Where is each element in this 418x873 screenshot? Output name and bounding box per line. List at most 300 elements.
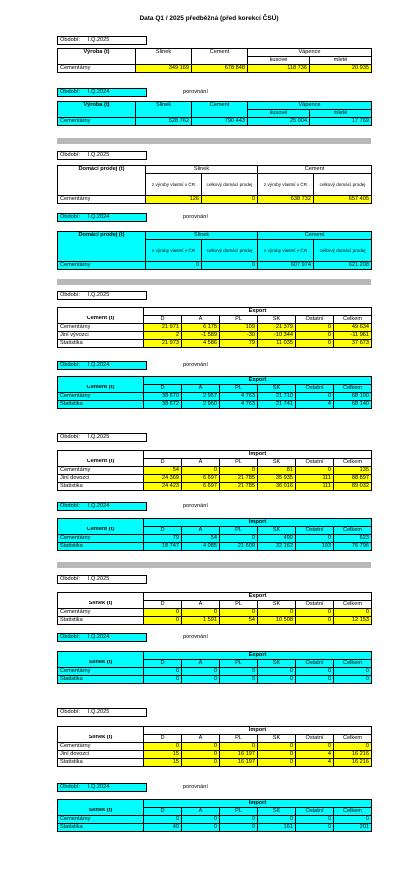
value-cell: 0 bbox=[296, 393, 334, 401]
value-cell: 81 bbox=[258, 467, 296, 475]
value-cell: 638 732 bbox=[258, 196, 314, 204]
period-2025-sl-export bbox=[57, 575, 147, 584]
row-label: Cementárny bbox=[58, 324, 144, 332]
value-cell: 4 bbox=[296, 751, 334, 759]
value-cell: 0 bbox=[144, 676, 182, 684]
value-cell: 35 935 bbox=[258, 475, 296, 483]
value-cell: 0 bbox=[220, 676, 258, 684]
section-divider bbox=[57, 279, 371, 285]
period-2024-domaci bbox=[57, 213, 147, 222]
value-cell: 0 bbox=[182, 759, 220, 767]
table-row bbox=[58, 401, 372, 409]
value-cell: 0 bbox=[334, 816, 372, 824]
value-cell: 76 796 bbox=[334, 543, 372, 551]
value-cell: 21 379 bbox=[258, 324, 296, 332]
value-cell: 161 bbox=[258, 824, 296, 832]
row-label: Statistika bbox=[58, 340, 144, 348]
value-cell: 11 035 bbox=[258, 340, 296, 348]
slinek-header: Slinek (t) bbox=[58, 601, 144, 609]
subheader: celkový domácí prodej bbox=[314, 174, 372, 196]
col-slinek: Slinek bbox=[136, 49, 192, 57]
cement-export-2025-table bbox=[57, 307, 372, 348]
period-value: I.Q.2024 bbox=[87, 88, 110, 95]
col-celkem: Celkem bbox=[334, 316, 372, 324]
table-row bbox=[58, 340, 372, 348]
col-d: D bbox=[144, 601, 182, 609]
row-label: Cementárny bbox=[58, 743, 144, 751]
value-cell: 0 bbox=[182, 609, 220, 617]
col-cement: Cement bbox=[258, 232, 372, 240]
col-sk: SK bbox=[258, 735, 296, 743]
col-slinek: Slinek bbox=[146, 166, 258, 174]
value-cell: -30 bbox=[220, 332, 258, 340]
period-label: Období: bbox=[60, 36, 80, 43]
table-row bbox=[58, 467, 372, 475]
period-label: Období: bbox=[60, 783, 80, 790]
row-label: Cementárny bbox=[58, 65, 136, 73]
vyroba-2024-table bbox=[57, 101, 372, 126]
vyroba-header: Výroba (t) bbox=[58, 102, 136, 110]
value-cell: 2 960 bbox=[182, 401, 220, 409]
import-header: Import bbox=[144, 727, 372, 735]
value-cell: 0 bbox=[258, 759, 296, 767]
row-label: Cementárny bbox=[58, 393, 144, 401]
period-label: Období: bbox=[60, 291, 80, 298]
slinek-header: Slinek (t) bbox=[58, 660, 144, 668]
export-header: Export bbox=[144, 652, 372, 660]
value-cell: 21 785 bbox=[220, 475, 258, 483]
col-mlete: mleté bbox=[310, 57, 372, 65]
subheader: z výroby vlastní v ČR bbox=[258, 174, 314, 196]
value-cell: 24 369 bbox=[144, 475, 182, 483]
cement-header: Cement (t) bbox=[58, 316, 144, 324]
col-pl: PL bbox=[220, 316, 258, 324]
col-sk: SK bbox=[258, 527, 296, 535]
value-cell: 6 175 bbox=[182, 324, 220, 332]
value-cell: 10 508 bbox=[258, 617, 296, 625]
domaci-2024-table bbox=[57, 231, 372, 270]
table-row bbox=[58, 324, 372, 332]
col-mlete: mleté bbox=[310, 110, 372, 118]
value-cell: 21 609 bbox=[220, 543, 258, 551]
value-cell: 109 bbox=[220, 324, 258, 332]
cement-header: Cement (t) bbox=[58, 385, 144, 393]
value-cell: 17 769 bbox=[310, 118, 372, 126]
table-row bbox=[58, 332, 372, 340]
period-value: I.Q.2024 bbox=[87, 783, 110, 790]
value-cell: 2 957 bbox=[182, 393, 220, 401]
col-ostatni: Ostatní bbox=[296, 660, 334, 668]
table-row bbox=[58, 475, 372, 483]
col-pl: PL bbox=[220, 385, 258, 393]
row-label: Statistika bbox=[58, 617, 144, 625]
value-cell: 54 bbox=[182, 535, 220, 543]
col-kusove: kusové bbox=[248, 110, 310, 118]
value-cell: 0 bbox=[296, 467, 334, 475]
col-pl: PL bbox=[220, 527, 258, 535]
import-header: Import bbox=[144, 519, 372, 527]
table-row bbox=[58, 824, 372, 832]
value-cell: 4 bbox=[296, 401, 334, 409]
slinek-import-2024-table bbox=[57, 799, 372, 832]
table-row bbox=[58, 393, 372, 401]
col-d: D bbox=[144, 459, 182, 467]
subheader: z výroby vlastní v ČR bbox=[146, 174, 202, 196]
col-d: D bbox=[144, 660, 182, 668]
col-a: A bbox=[182, 385, 220, 393]
col-ostatni: Ostatní bbox=[296, 808, 334, 816]
col-celkem: Celkem bbox=[334, 601, 372, 609]
col-ostatni: Ostatní bbox=[296, 459, 334, 467]
row-label: Cementárny bbox=[58, 262, 146, 270]
row-label: Cementárny bbox=[58, 467, 144, 475]
table-row bbox=[58, 816, 372, 824]
value-cell: 193 bbox=[296, 543, 334, 551]
row-label: Cementárny bbox=[58, 668, 144, 676]
col-celkem: Celkem bbox=[334, 660, 372, 668]
subheader: celkový domácí prodej bbox=[202, 240, 258, 262]
col-d: D bbox=[144, 527, 182, 535]
value-cell: 68 100 bbox=[334, 393, 372, 401]
value-cell: 0 bbox=[220, 816, 258, 824]
row-label: Cementárny bbox=[58, 609, 144, 617]
col-pl: PL bbox=[220, 601, 258, 609]
value-cell: 0 bbox=[258, 609, 296, 617]
value-cell: 678 848 bbox=[192, 65, 248, 73]
value-cell: 38 670 bbox=[144, 393, 182, 401]
value-cell: 21 971 bbox=[144, 324, 182, 332]
value-cell: 68 140 bbox=[334, 401, 372, 409]
col-vapence: Vápence bbox=[248, 102, 372, 110]
col-a: A bbox=[182, 660, 220, 668]
col-cement: Cement bbox=[192, 49, 248, 57]
row-label: Cementárny bbox=[58, 816, 144, 824]
value-cell: 6 697 bbox=[182, 483, 220, 491]
col-sk: SK bbox=[258, 385, 296, 393]
value-cell: 135 bbox=[334, 467, 372, 475]
value-cell: 79 bbox=[144, 535, 182, 543]
compare-label: porovnání bbox=[183, 214, 208, 220]
col-celkem: Celkem bbox=[334, 808, 372, 816]
vyroba-2025-table bbox=[57, 48, 372, 73]
value-cell: 2 bbox=[144, 332, 182, 340]
value-cell: 0 bbox=[334, 676, 372, 684]
period-2024-sl-import bbox=[57, 783, 147, 792]
value-cell: 21 710 bbox=[258, 393, 296, 401]
row-label: Statistika bbox=[58, 543, 144, 551]
period-label: Období: bbox=[60, 88, 80, 95]
period-2025-sl-import bbox=[57, 708, 147, 717]
value-cell: 25 004 bbox=[248, 118, 310, 126]
col-pl: PL bbox=[220, 808, 258, 816]
cement-export-2024-table bbox=[57, 376, 372, 409]
col-a: A bbox=[182, 316, 220, 324]
value-cell: 0 bbox=[296, 535, 334, 543]
value-cell: 4 586 bbox=[182, 340, 220, 348]
col-pl: PL bbox=[220, 660, 258, 668]
row-label: Statistika bbox=[58, 676, 144, 684]
col-ostatni: Ostatní bbox=[296, 601, 334, 609]
value-cell: -10 344 bbox=[258, 332, 296, 340]
period-label: Období: bbox=[60, 502, 80, 509]
slinek-header: Slinek (t) bbox=[58, 735, 144, 743]
period-label: Období: bbox=[60, 361, 80, 368]
value-cell: 0 bbox=[182, 816, 220, 824]
compare-label: porovnání bbox=[183, 362, 208, 368]
value-cell: 0 bbox=[258, 676, 296, 684]
col-pl: PL bbox=[220, 459, 258, 467]
value-cell: 0 bbox=[144, 609, 182, 617]
row-label: Statistika bbox=[58, 483, 144, 491]
value-cell: -1 589 bbox=[182, 332, 220, 340]
row-label: Jiní dovozci bbox=[58, 475, 144, 483]
value-cell: 0 bbox=[258, 668, 296, 676]
value-cell: 0 bbox=[202, 196, 258, 204]
value-cell: 15 bbox=[144, 759, 182, 767]
value-cell: 0 bbox=[144, 743, 182, 751]
value-cell: 1 591 bbox=[182, 617, 220, 625]
col-celkem: Celkem bbox=[334, 527, 372, 535]
value-cell: 0 bbox=[220, 535, 258, 543]
period-2024-cem-export bbox=[57, 361, 147, 370]
value-cell: 54 bbox=[144, 467, 182, 475]
value-cell: 0 bbox=[258, 816, 296, 824]
domaci-header: Domácí prodej (t) bbox=[58, 232, 146, 240]
value-cell: 0 bbox=[182, 824, 220, 832]
period-2024-vyroba bbox=[57, 88, 147, 97]
value-cell: 36 016 bbox=[258, 483, 296, 491]
table-row bbox=[58, 609, 372, 617]
value-cell: 32 162 bbox=[258, 543, 296, 551]
period-value: I.Q.2025 bbox=[87, 291, 110, 298]
value-cell: 49 634 bbox=[334, 324, 372, 332]
slinek-header: Slinek (t) bbox=[58, 808, 144, 816]
col-a: A bbox=[182, 808, 220, 816]
value-cell: 12 153 bbox=[334, 617, 372, 625]
value-cell: 0 bbox=[296, 324, 334, 332]
value-cell: 0 bbox=[296, 617, 334, 625]
value-cell: 15 bbox=[144, 751, 182, 759]
row-label: Statistika bbox=[58, 759, 144, 767]
value-cell: 111 bbox=[296, 483, 334, 491]
value-cell: 607 974 bbox=[258, 262, 314, 270]
cement-import-2024-table bbox=[57, 518, 372, 551]
slinek-export-2024-table bbox=[57, 651, 372, 684]
period-value: I.Q.2024 bbox=[87, 633, 110, 640]
value-cell: 0 bbox=[334, 609, 372, 617]
value-cell: 89 032 bbox=[334, 483, 372, 491]
table-row bbox=[58, 535, 372, 543]
compare-label: porovnání bbox=[183, 634, 208, 640]
col-sk: SK bbox=[258, 601, 296, 609]
value-cell: 201 bbox=[334, 824, 372, 832]
value-cell: 0 bbox=[220, 467, 258, 475]
value-cell: 16 216 bbox=[334, 759, 372, 767]
compare-label: porovnání bbox=[183, 89, 208, 95]
col-ostatni: Ostatní bbox=[296, 385, 334, 393]
value-cell: 4 763 bbox=[220, 393, 258, 401]
period-value: I.Q.2025 bbox=[87, 708, 110, 715]
value-cell: 0 bbox=[296, 668, 334, 676]
period-2024-cem-import bbox=[57, 502, 147, 511]
value-cell: 0 bbox=[296, 340, 334, 348]
col-sk: SK bbox=[258, 459, 296, 467]
col-kusove: kusové bbox=[248, 57, 310, 65]
period-2025-domaci bbox=[57, 151, 147, 160]
value-cell: 657 405 bbox=[314, 196, 372, 204]
value-cell: 0 bbox=[258, 743, 296, 751]
value-cell: 21 973 bbox=[144, 340, 182, 348]
col-cement: Cement bbox=[192, 102, 248, 110]
value-cell: 0 bbox=[202, 262, 258, 270]
period-label: Období: bbox=[60, 575, 80, 582]
row-label: Jiní vývozci bbox=[58, 332, 144, 340]
value-cell: 490 bbox=[258, 535, 296, 543]
value-cell: 40 bbox=[144, 824, 182, 832]
import-header: Import bbox=[144, 451, 372, 459]
value-cell: 16 197 bbox=[220, 751, 258, 759]
period-value: I.Q.2025 bbox=[87, 575, 110, 582]
value-cell: 0 bbox=[220, 743, 258, 751]
value-cell: 20 935 bbox=[310, 65, 372, 73]
cement-header: Cement (t) bbox=[58, 459, 144, 467]
period-label: Období: bbox=[60, 633, 80, 640]
col-slinek: Slinek bbox=[146, 232, 258, 240]
value-cell: 0 bbox=[182, 751, 220, 759]
col-slinek: Slinek bbox=[136, 102, 192, 110]
value-cell: 790 443 bbox=[192, 118, 248, 126]
slinek-export-2025-table bbox=[57, 592, 372, 625]
col-vapence: Vápence bbox=[248, 49, 372, 57]
value-cell: 126 bbox=[146, 196, 202, 204]
value-cell: 0 bbox=[296, 816, 334, 824]
value-cell: 0 bbox=[146, 262, 202, 270]
value-cell: 0 bbox=[220, 609, 258, 617]
slinek-import-2025-table bbox=[57, 726, 372, 767]
export-header: Export bbox=[144, 377, 372, 385]
value-cell: 21 741 bbox=[258, 401, 296, 409]
value-cell: 349 169 bbox=[136, 65, 192, 73]
period-2025-cem-export bbox=[57, 291, 147, 300]
value-cell: 4 763 bbox=[220, 401, 258, 409]
table-row bbox=[58, 668, 372, 676]
value-cell: 38 672 bbox=[144, 401, 182, 409]
export-header: Export bbox=[144, 593, 372, 601]
col-d: D bbox=[144, 808, 182, 816]
domaci-header: Domácí prodej (t) bbox=[58, 166, 146, 174]
value-cell: 621 208 bbox=[314, 262, 372, 270]
value-cell: 0 bbox=[144, 668, 182, 676]
col-sk: SK bbox=[258, 808, 296, 816]
table-row bbox=[58, 483, 372, 491]
period-2024-sl-export bbox=[57, 633, 147, 642]
subheader: celkový domácí prodej bbox=[314, 240, 372, 262]
period-label: Období: bbox=[60, 433, 80, 440]
export-header: Export bbox=[144, 308, 372, 316]
value-cell: 0 bbox=[296, 824, 334, 832]
value-cell: 623 bbox=[334, 535, 372, 543]
value-cell: 0 bbox=[296, 676, 334, 684]
period-value: I.Q.2025 bbox=[87, 433, 110, 440]
row-label: Cementárny bbox=[58, 118, 136, 126]
compare-label: porovnání bbox=[183, 784, 208, 790]
value-cell: 0 bbox=[334, 668, 372, 676]
value-cell: 111 bbox=[296, 475, 334, 483]
value-cell: 0 bbox=[182, 676, 220, 684]
col-cement: Cement bbox=[258, 166, 372, 174]
table-row bbox=[58, 543, 372, 551]
col-d: D bbox=[144, 385, 182, 393]
col-a: A bbox=[182, 527, 220, 535]
section-divider bbox=[57, 562, 371, 568]
period-label: Období: bbox=[60, 708, 80, 715]
vyroba-header: Výroba (t) bbox=[58, 49, 136, 57]
period-value: I.Q.2024 bbox=[87, 502, 110, 509]
value-cell: 16 216 bbox=[334, 751, 372, 759]
table-row bbox=[58, 743, 372, 751]
table-row bbox=[58, 676, 372, 684]
value-cell: 0 bbox=[296, 332, 334, 340]
col-celkem: Celkem bbox=[334, 459, 372, 467]
value-cell: 4 bbox=[296, 759, 334, 767]
subheader: z výroby vlastní v ČR bbox=[258, 240, 314, 262]
period-2025-vyroba bbox=[57, 36, 147, 45]
period-value: I.Q.2024 bbox=[87, 361, 110, 368]
col-ostatni: Ostatní bbox=[296, 527, 334, 535]
table-row bbox=[58, 751, 372, 759]
row-label: Cementárny bbox=[58, 535, 144, 543]
col-sk: SK bbox=[258, 660, 296, 668]
page-title: Data Q1 / 2025 předběžná (před korekcí ČSÚ) bbox=[139, 15, 279, 22]
domaci-2025-table bbox=[57, 165, 372, 204]
table-row bbox=[58, 759, 372, 767]
value-cell: 24 423 bbox=[144, 483, 182, 491]
value-cell: 0 bbox=[258, 751, 296, 759]
value-cell: 54 bbox=[220, 617, 258, 625]
value-cell: 0 bbox=[182, 467, 220, 475]
value-cell: 0 bbox=[144, 617, 182, 625]
row-label: Statistika bbox=[58, 401, 144, 409]
row-label: Jiní dovozci bbox=[58, 751, 144, 759]
value-cell: 16 197 bbox=[220, 759, 258, 767]
period-value: I.Q.2024 bbox=[87, 213, 110, 220]
value-cell: 0 bbox=[334, 743, 372, 751]
col-ostatni: Ostatní bbox=[296, 316, 334, 324]
value-cell: -11 961 bbox=[334, 332, 372, 340]
value-cell: 0 bbox=[182, 668, 220, 676]
value-cell: 0 bbox=[220, 668, 258, 676]
value-cell: 0 bbox=[182, 743, 220, 751]
period-label: Období: bbox=[60, 151, 80, 158]
cement-header: Cement (t) bbox=[58, 527, 144, 535]
value-cell: 37 673 bbox=[334, 340, 372, 348]
col-a: A bbox=[182, 735, 220, 743]
value-cell: 21 785 bbox=[220, 483, 258, 491]
col-celkem: Celkem bbox=[334, 735, 372, 743]
value-cell: 18 747 bbox=[144, 543, 182, 551]
value-cell: 118 736 bbox=[248, 65, 310, 73]
value-cell: 79 bbox=[220, 340, 258, 348]
col-celkem: Celkem bbox=[334, 385, 372, 393]
row-label: Cementárny bbox=[58, 196, 146, 204]
period-label: Období: bbox=[60, 213, 80, 220]
section-divider bbox=[57, 138, 371, 144]
table-row bbox=[58, 617, 372, 625]
col-sk: SK bbox=[258, 316, 296, 324]
col-d: D bbox=[144, 316, 182, 324]
value-cell: 0 bbox=[296, 609, 334, 617]
value-cell: 0 bbox=[220, 824, 258, 832]
